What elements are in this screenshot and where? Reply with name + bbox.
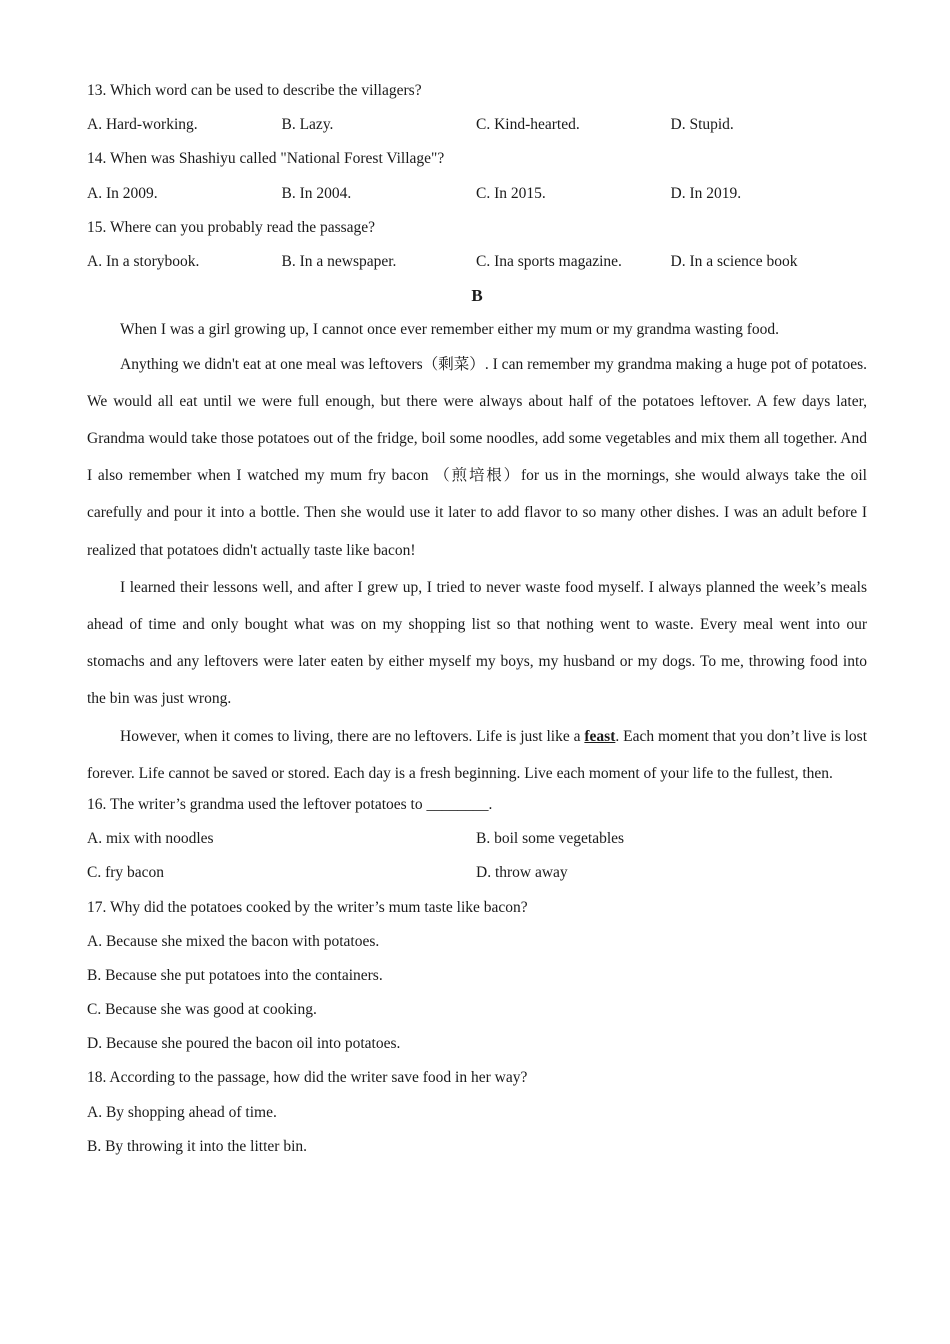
paragraph-3-text: I learned their lessons well, and after I grew up, I tried to never waste food myself. I always planned the week’s meals ahead of time and only bought what was on my shopping list so that nothing went to waste. Every meal went into our stomachs and any leftovers were later eaten by either myself my boys, my husband or my dogs. To me, throwing food into the bin was just wrong.	[87, 578, 867, 708]
option-a: A. Hard-working.	[87, 116, 198, 134]
question-14-stem: 14. When was Shashiyu called "National Forest Village"?	[87, 150, 445, 168]
option-c: C. Ina sports magazine.	[476, 252, 622, 270]
option-d: D. In 2019.	[670, 184, 742, 202]
passage-paragraph-2	[87, 346, 867, 569]
option-a: A. In a storybook.	[87, 252, 200, 270]
question-15-options	[87, 249, 867, 283]
option-c: C. In 2015.	[476, 184, 546, 202]
question-16-stem: 16. The writer’s grandma used the leftover potatoes to ________.	[87, 795, 493, 813]
option-d: D. Because she poured the bacon oil into potatoes.	[87, 1035, 401, 1053]
section-b-heading: B	[471, 286, 483, 306]
question-14-options	[87, 181, 867, 215]
question-13-stem: 13. Which word can be used to describe the villagers?	[87, 82, 422, 99]
option-a: A. mix with noodles	[87, 830, 214, 848]
option-a: A. In 2009.	[87, 184, 158, 202]
option-d: D. throw away	[476, 864, 568, 882]
question-17-stem: 17. Why did the potatoes cooked by the writer’s mum taste like bacon?	[87, 898, 528, 916]
option-a: A. Because she mixed the bacon with potatoes.	[87, 932, 380, 950]
option-b: B. In a newspaper.	[281, 252, 397, 270]
option-a: A. By shopping ahead of time.	[87, 1103, 277, 1121]
question-16-options-row-2	[87, 860, 867, 894]
option-b: B. Lazy.	[281, 116, 334, 134]
paragraph-4-text-after: . Each moment that you don’t live is lost forever. Life cannot be saved or stored. Each day is a fresh beginning. Live each moment of your life to the fullest, then.	[87, 727, 867, 782]
paragraph-4-text-before: However, when it comes to living, there are no leftovers. Life is just like a	[120, 727, 585, 745]
option-b: B. boil some vegetables	[476, 830, 625, 848]
question-16-options-row-1	[87, 826, 867, 860]
option-b: B. In 2004.	[281, 184, 352, 202]
question-13-options	[87, 112, 867, 146]
passage-paragraph-4	[87, 718, 867, 792]
option-c: C. fry bacon	[87, 864, 165, 882]
option-c: C. Because she was good at cooking.	[87, 1001, 317, 1019]
paragraph-1-text: When I was a girl growing up, I cannot once ever remember either my mum or my grandma wasting food.	[120, 321, 779, 339]
option-b: B. Because she put potatoes into the containers.	[87, 966, 383, 984]
option-b: B. By throwing it into the litter bin.	[87, 1137, 308, 1155]
question-18-stem: 18. According to the passage, how did the writer save food in her way?	[87, 1069, 528, 1087]
option-d: D. In a science book	[670, 252, 798, 270]
option-d: D. Stupid.	[670, 116, 734, 134]
passage-paragraph-3	[87, 569, 867, 718]
paragraph-2-text: Anything we didn't eat at one meal was leftovers（剩菜）. I can remember my grandma making a huge pot of potatoes. We would all eat until we were full enough, but there were always about half of the potatoes leftover. A few days later, Grandma would take those potatoes out of the fridge, boil some noodles, add some vegetables and mix them all together. And I also remember when I watched my mum fry bacon （煎培根）for us in the mornings, she would always take the oil carefully and pour it into a bottle. Then she would use it later to add flavor to so many other dishes. I was an adult before I realized that potatoes didn't actually taste like bacon!	[87, 355, 867, 559]
question-15-stem: 15. Where can you probably read the passage?	[87, 218, 376, 236]
option-c: C. Kind-hearted.	[476, 116, 580, 134]
document-page	[87, 78, 867, 1168]
key-word-feast: feast	[584, 727, 616, 745]
